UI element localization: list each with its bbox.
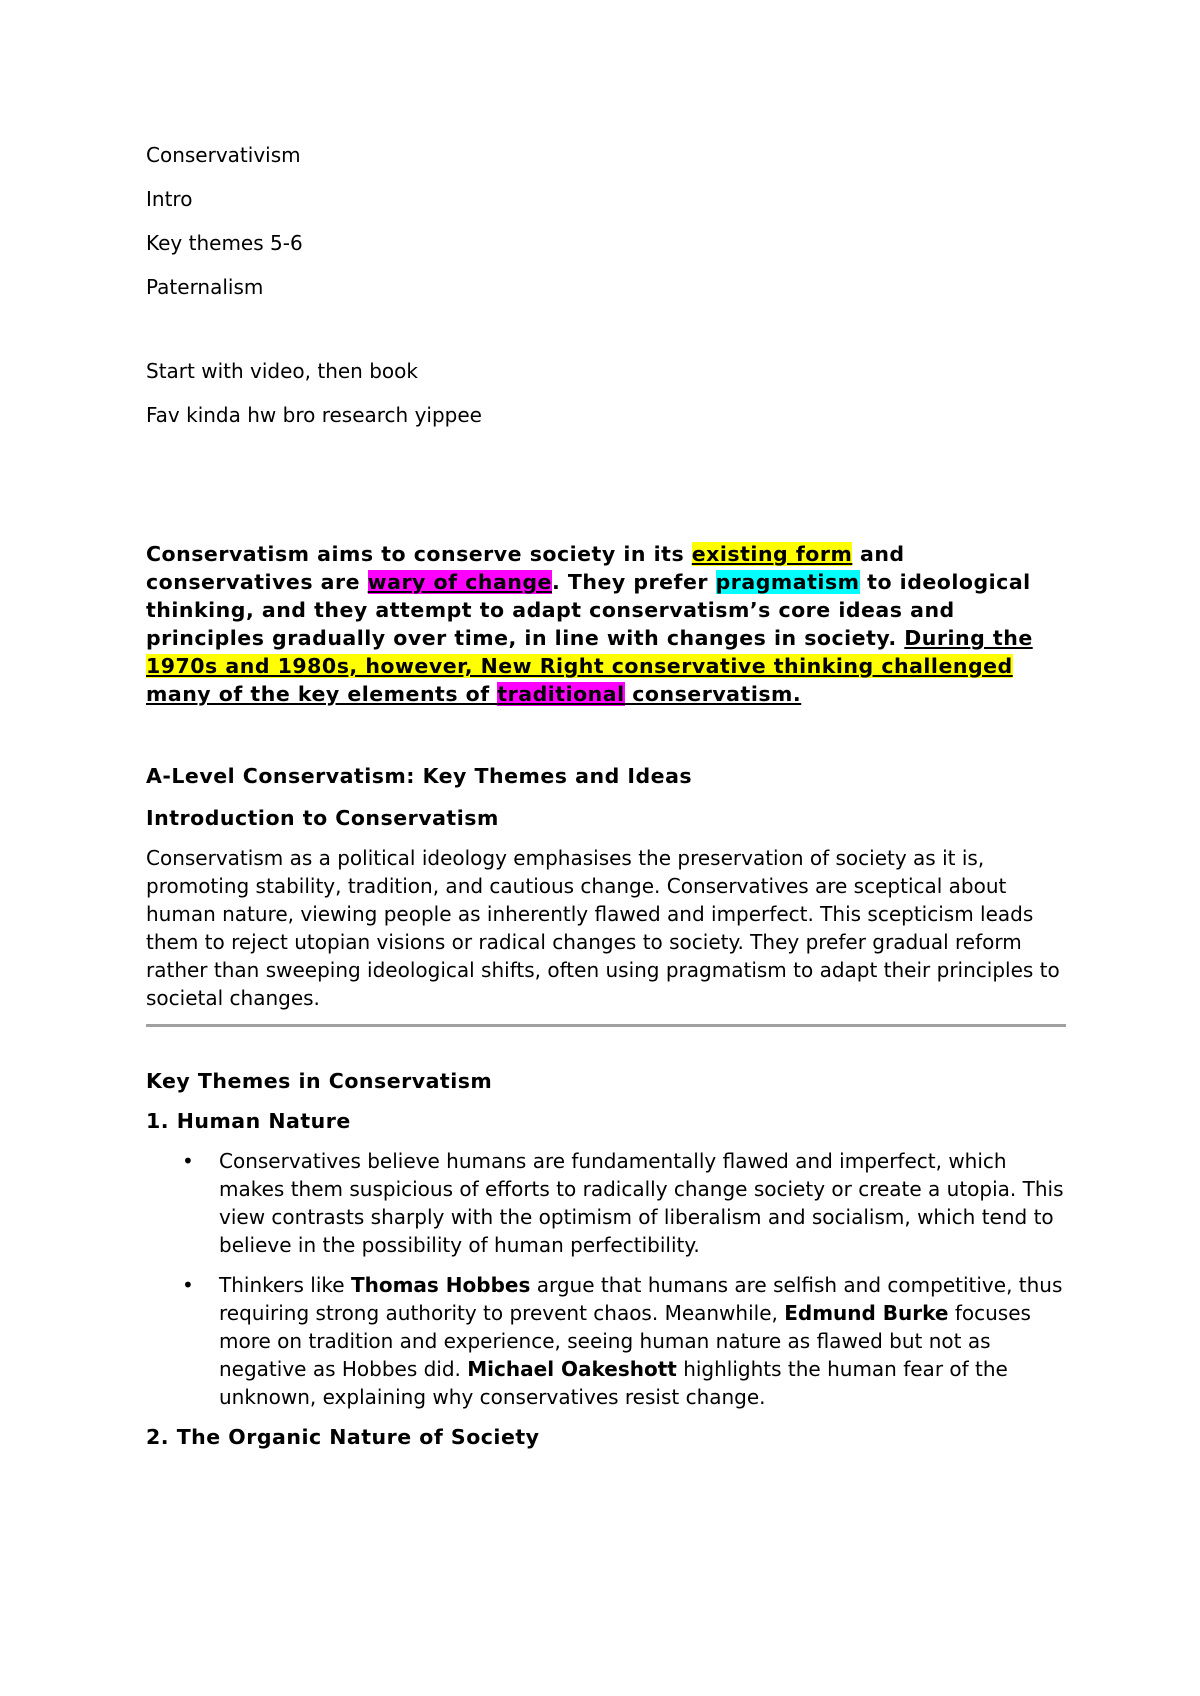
list-item-text: focuses more on tradition and experience, seeing human nature as flawed but not as negative as Hobbes did. (219, 1301, 1031, 1381)
summary-text: . They prefer (551, 570, 716, 594)
note-title: Conservativism (146, 143, 301, 167)
key-themes-heading: Key Themes in Conservatism (146, 1069, 493, 1093)
bullet-icon: • (182, 1273, 194, 1297)
bullet-icon: • (182, 1149, 194, 1173)
spacer (146, 708, 1066, 762)
summary-text: Conservatism aims to conserve society in its (146, 542, 692, 566)
thinker-oakeshott: Michael Oakeshott (467, 1357, 677, 1381)
spacer (146, 1135, 1066, 1147)
thinker-burke: Edmund Burke (784, 1301, 949, 1325)
highlight-existing-form: existing form (691, 542, 853, 566)
note-start: Start with video, then book (146, 359, 418, 383)
note-paternalism: Paternalism (146, 275, 264, 299)
list-item (146, 1147, 1066, 1259)
spacer (146, 832, 1066, 844)
spacer (146, 318, 1066, 358)
summary-underlined-text: conservatism. (624, 682, 802, 706)
intro-paragraph: Conservatism as a political ideology emphasises the preservation of society as it is, promoting stability, tradition, and cautious change. Conservatives are sceptical about human nature, viewing people as inherently flawed and imperfect. This scepticism leads them to reject utopian visions or radical changes to society. They prefer gradual reform rather than sweeping ideological shifts, often using pragmatism to adapt their principles to societal changes. (146, 846, 1060, 1010)
spacer (146, 1411, 1066, 1423)
spacer (146, 446, 1066, 540)
summary-paragraph (146, 540, 1066, 708)
document-title: A-Level Conservatism: Key Themes and Ideas (146, 764, 693, 788)
list-item-text: highlights the human fear of the unknown, explaining why conservatives resist change. (219, 1357, 1008, 1409)
summary-underlined-text: During the (904, 626, 1033, 650)
list-item-text: argue that humans are selfish and competitive, thus requiring strong authority to prevent chaos. Meanwhile, (219, 1273, 1063, 1325)
summary-text: to ideological thinking, and they attempt to adapt conservatism’s core ideas and principles gradually over time, in line with changes in society. (146, 570, 1031, 650)
highlight-wary-of-change: wary of change (367, 570, 552, 594)
list-item-text: Conservatives believe humans are fundamentally flawed and imperfect, which makes them suspicious of efforts to radically change society or create a utopia. This view contrasts sharply with the optimism of liberalism and socialism, which tend to believe in the possibility of human perfectibility. (219, 1149, 1064, 1257)
intro-heading: Introduction to Conservatism (146, 806, 499, 830)
note-intro: Intro (146, 187, 193, 211)
note-fav: Fav kinda hw bro research yippee (146, 403, 482, 427)
highlight-new-right: 1970s and 1980s, however, New Right conservative thinking challenged (146, 654, 1013, 678)
highlight-traditional: traditional (497, 682, 625, 706)
list-item-text: Thinkers like (219, 1273, 351, 1297)
summary-underlined-text: many of the key elements of (146, 682, 498, 706)
note-key-themes: Key themes 5-6 (146, 231, 303, 255)
highlight-pragmatism: pragmatism (715, 570, 860, 594)
organic-society-heading: 2. The Organic Nature of Society (146, 1425, 540, 1449)
thinker-hobbes: Thomas Hobbes (350, 1273, 531, 1297)
human-nature-heading: 1. Human Nature (146, 1109, 351, 1133)
spacer (146, 790, 1066, 804)
spacer (146, 1027, 1066, 1067)
list-item (146, 1271, 1066, 1411)
document-content (146, 142, 1066, 1451)
human-nature-list (146, 1147, 1066, 1411)
summary-text: and conservatives are (146, 542, 905, 594)
notes-block (146, 142, 1066, 428)
spacer (146, 1095, 1066, 1107)
